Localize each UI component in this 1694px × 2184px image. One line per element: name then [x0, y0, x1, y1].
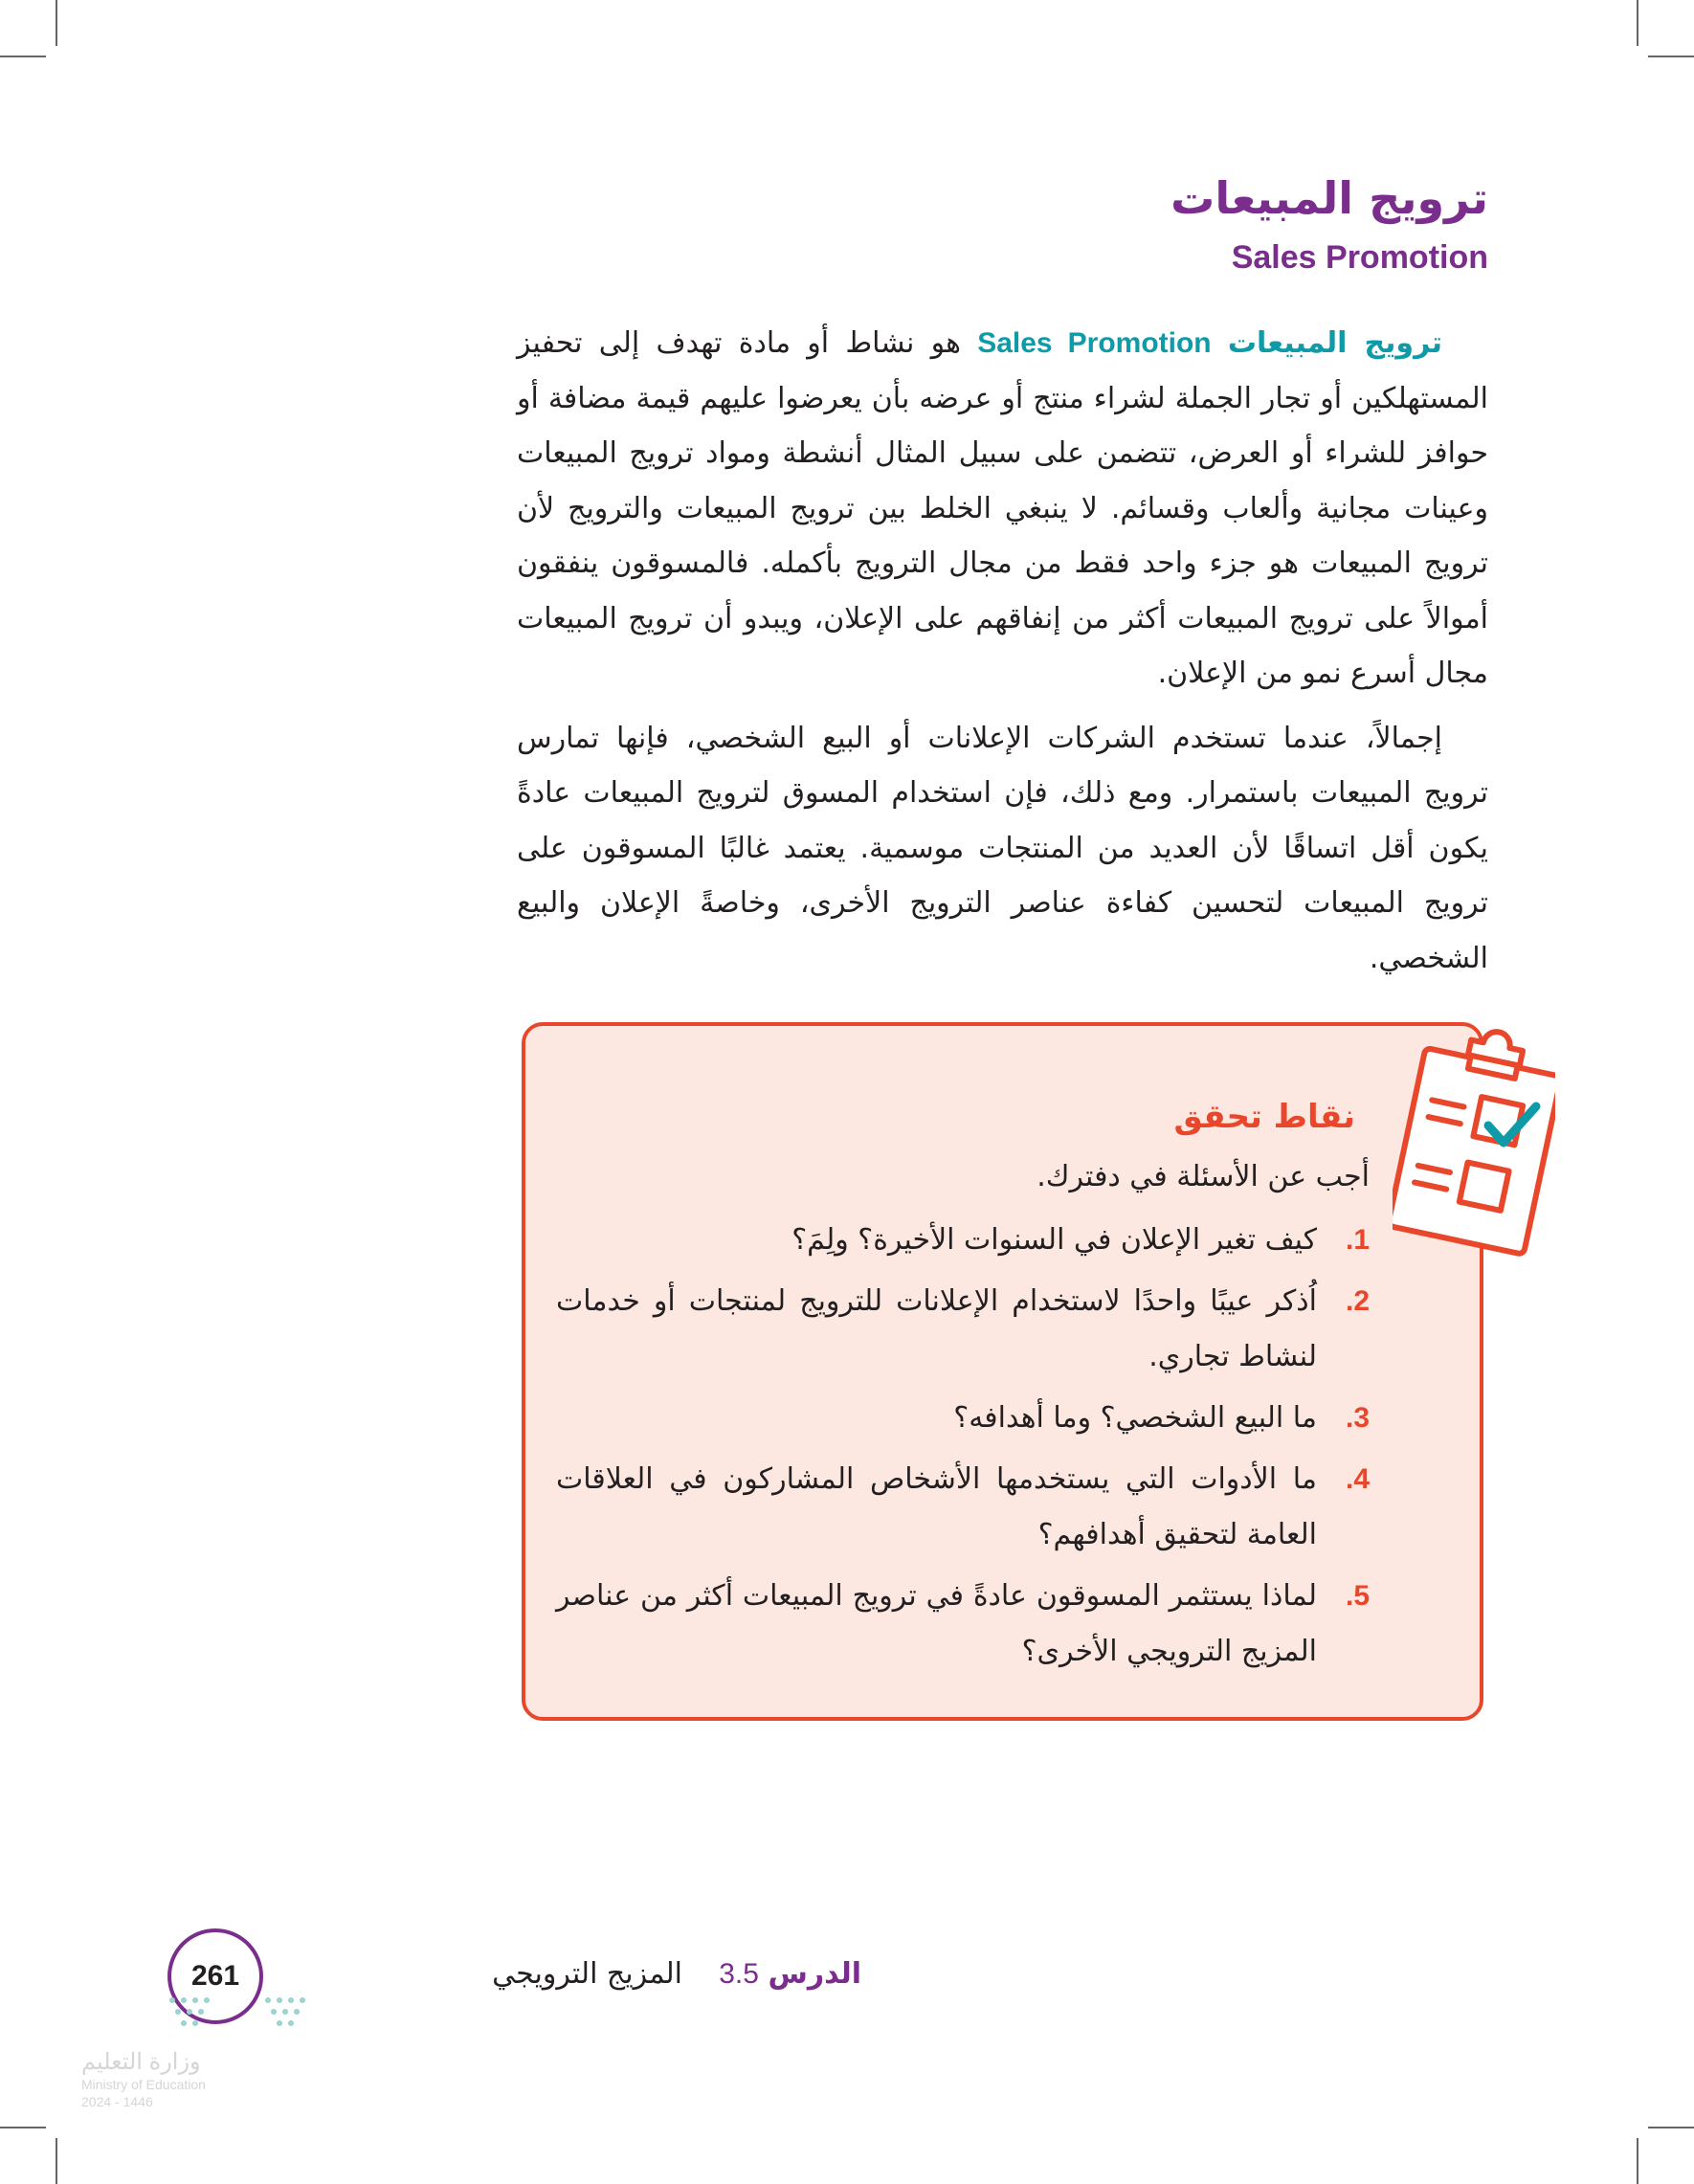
- question-number: 4.: [1345, 1463, 1370, 1495]
- question-text: كيف تغير الإعلان في السنوات الأخيرة؟ ولِمَ؟: [791, 1223, 1317, 1257]
- question-item: [556, 1213, 1370, 1268]
- ministry-logo-dots-icon: [163, 1991, 316, 2039]
- lesson-label: الدرس: [768, 1957, 861, 1991]
- paragraph-2: إجمالاً، عندما تستخدم الشركات الإعلانات أو البيع الشخصي، فإنها تمارس ترويج المبيعات باستمرار. ومع ذلك، فإن استخدام المسوق لترويج المبيعات عادةً يكون أقل اتساقًا لأن العديد من المنتجات موسمية. يعتمد غالبًا المسوقون على ترويج المبيعات لتحسين كفاءة عناصر الترويج الأخرى، وخاصةً الإعلان والبيع الشخصي.: [517, 721, 1488, 975]
- watermark-arabic: وزارة التعليم: [81, 2049, 201, 2075]
- crop-mark: [0, 56, 46, 57]
- clipboard-checklist-icon: [1393, 1022, 1555, 1261]
- section-title-arabic: ترويج المبيعات: [1170, 172, 1488, 224]
- question-text: ما البيع الشخصي؟ وما أهدافه؟: [953, 1401, 1317, 1435]
- question-number: 1.: [1345, 1224, 1370, 1256]
- section-title-english: Sales Promotion: [1231, 239, 1488, 276]
- key-term-arabic: ترويج المبيعات: [1227, 326, 1443, 360]
- crop-mark: [1648, 2127, 1694, 2128]
- checkpoint-title: نقاط تحقق: [1173, 1098, 1355, 1136]
- watermark-year: 2024 - 1446: [81, 2094, 153, 2109]
- page-number: 261: [167, 1928, 263, 2024]
- crop-mark: [56, 2138, 57, 2184]
- question-number: 5.: [1345, 1580, 1370, 1612]
- question-item: [556, 1452, 1370, 1563]
- body-text: [517, 316, 1488, 995]
- crop-mark: [56, 0, 57, 46]
- checkpoint-instruction: أجب عن الأسئلة في دفترك.: [1036, 1160, 1370, 1193]
- question-text: لماذا يستثمر المسوقون عادةً في ترويج المبيعات أكثر من عناصر المزيج الترويجي الأخرى؟: [556, 1579, 1317, 1668]
- question-item: [556, 1274, 1370, 1385]
- paragraph-1: [517, 316, 1488, 702]
- question-item: [556, 1569, 1370, 1680]
- lesson-number: 3.5: [719, 1958, 759, 1990]
- ministry-watermark: [81, 2048, 254, 2110]
- paragraph-1-text: هو نشاط أو مادة تهدف إلى تحفيز المستهلكين أو تجار الجملة لشراء منتج أو عرضه بأن يعرضوا عليهم قيمة مضافة أو حوافز للشراء أو العرض، تتضمن على سبيل المثال أنشطة ومواد ترويج المبيعات وعينات مجانية وألعاب وقسائم. لا ينبغي الخلط بين ترويج المبيعات والترويج لأن ترويج المبيعات هو جزء واحد فقط من مجال الترويج بأكمله. فالمسوقون ينفقون أموالاً على ترويج المبيعات أكثر من إنفاقهم على الإعلان، ويبدو أن ترويج المبيعات مجال أسرع نمو من الإعلان.: [517, 326, 1488, 690]
- checkpoint-box: [522, 1022, 1483, 1721]
- key-term-english: Sales Promotion: [977, 327, 1212, 359]
- lesson-title: المزيج الترويجي: [492, 1957, 683, 1991]
- question-list: [556, 1213, 1370, 1685]
- question-number: 3.: [1345, 1402, 1370, 1434]
- crop-mark: [1637, 2138, 1638, 2184]
- crop-mark: [1648, 56, 1694, 57]
- question-item: [556, 1391, 1370, 1446]
- footer-lesson: [479, 1957, 861, 1991]
- question-text: ما الأدوات التي يستخدمها الأشخاص المشاركون في العلاقات العامة لتحقيق أهدافهم؟: [556, 1462, 1317, 1551]
- crop-mark: [1637, 0, 1638, 46]
- question-text: اُذكر عيبًا واحدًا لاستخدام الإعلانات للترويج لمنتجات أو خدمات لنشاط تجاري.: [556, 1284, 1317, 1373]
- watermark-english: Ministry of Education: [81, 2077, 206, 2092]
- question-number: 2.: [1345, 1285, 1370, 1317]
- crop-mark: [0, 2127, 46, 2128]
